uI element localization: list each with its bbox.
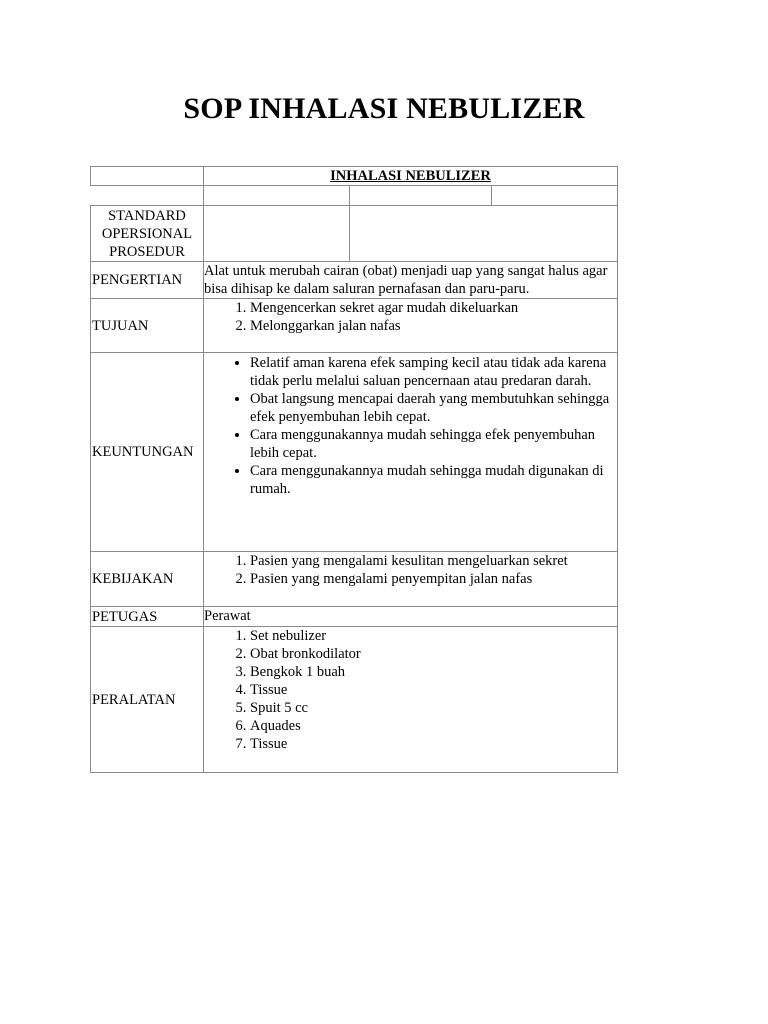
keuntungan-label: KEUNTUNGAN [91, 353, 204, 552]
standard-grid-cell [204, 206, 618, 262]
keuntungan-list [204, 354, 617, 498]
pengertian-row [91, 262, 618, 299]
document-title: SOP INHALASI NEBULIZER [183, 92, 585, 125]
tujuan-content [204, 299, 618, 353]
header-row [91, 167, 618, 186]
pengertian-label: PENGERTIAN [91, 262, 204, 299]
list-item: • Cara menggunakannya mudah sehingga mudah digunakan di rumah. [250, 462, 617, 498]
blank-left-cell [91, 186, 204, 206]
blank-grid-col-2 [350, 186, 492, 205]
list-item: 1. Pasien yang mengalami kesulitan mengeluarkan sekret [250, 552, 617, 570]
standard-label: STANDARD OPERSIONAL PROSEDUR [91, 206, 204, 262]
list-item: 4. Tissue [250, 681, 617, 699]
peralatan-label: PERALATAN [91, 627, 204, 773]
table-header: INHALASI NEBULIZER [204, 167, 618, 186]
blank-grid-col-3 [492, 186, 618, 205]
list-item: 5. Spuit 5 cc [250, 699, 617, 717]
blank-grid [204, 186, 617, 205]
standard-grid-col-2 [350, 206, 618, 261]
header-left-cell [91, 167, 204, 186]
list-item: 2. Pasien yang mengalami penyempitan jalan nafas [250, 570, 617, 588]
tujuan-list [204, 299, 617, 335]
peralatan-content [204, 627, 618, 773]
blank-grid-col-1 [204, 186, 350, 205]
tujuan-row [91, 299, 618, 353]
list-item: 1. Mengencerkan sekret agar mudah dikeluarkan [250, 299, 617, 317]
standard-row [91, 206, 618, 262]
list-item: 3. Bengkok 1 buah [250, 663, 617, 681]
list-item: • Obat langsung mencapai daerah yang membutuhkan sehingga efek penyembuhan lebih cepat. [250, 390, 617, 426]
kebijakan-content [204, 552, 618, 607]
petugas-text: Perawat [204, 607, 618, 627]
keuntungan-row [91, 353, 618, 552]
list-item: 6. Aquades [250, 717, 617, 735]
keuntungan-content [204, 353, 618, 552]
standard-grid [204, 206, 617, 261]
petugas-row [91, 607, 618, 627]
list-item: • Relatif aman karena efek samping kecil atau tidak ada karena tidak perlu melalui saluan pencernaan atau predaran darah. [250, 354, 617, 390]
peralatan-list [204, 627, 617, 753]
list-item: • Cara menggunakannya mudah sehingga efek penyembuhan lebih cepat. [250, 426, 617, 462]
tujuan-label: TUJUAN [91, 299, 204, 353]
blank-row [91, 186, 618, 206]
sop-table [90, 166, 618, 773]
list-item: 2. Melonggarkan jalan nafas [250, 317, 617, 335]
list-item: 7. Tissue [250, 735, 617, 753]
kebijakan-label: KEBIJAKAN [91, 552, 204, 607]
list-item: 1. Set nebulizer [250, 627, 617, 645]
list-item: 2. Obat bronkodilator [250, 645, 617, 663]
peralatan-row [91, 627, 618, 773]
petugas-label: PETUGAS [91, 607, 204, 627]
kebijakan-row [91, 552, 618, 607]
kebijakan-list [204, 552, 617, 588]
pengertian-text: Alat untuk merubah cairan (obat) menjadi uap yang sangat halus agar bisa dihisap ke dalam saluran pernafasan dan paru-paru. [204, 262, 618, 299]
standard-grid-col-1 [204, 206, 350, 261]
blank-grid-cell [204, 186, 618, 206]
